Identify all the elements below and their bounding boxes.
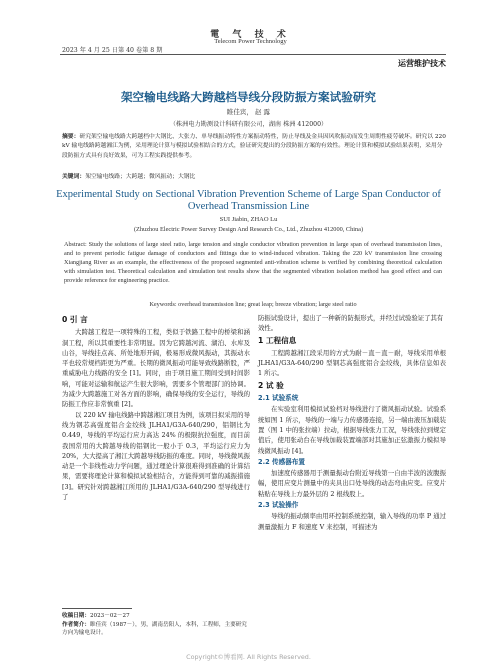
footnote-divider — [62, 608, 132, 609]
article-title-cn: 架空输电线路大跨越档导线分段防振方案试验研究 — [120, 90, 377, 104]
section-tag: 运营维护技术 — [398, 59, 446, 68]
paragraph: 导线的振动频率由用环控制系统控制，输入导线的功率 P 通过测量激振力 F 和速度 V 来控制，可描述为 — [258, 512, 446, 531]
abstract-en: Abstract: Study the solutions of large steel ratio, large tension and single conductor vibration prevention in large span of overhead transmission lines, and to prevent periodic fatigue damage of conductors and fittings due to wind-induced vibration. Taking the 220 kV transmission line crossing Xiangjiang River as an example, the effectiveness of the proposed segmented anti-vibration scheme is verified by combining theoretical calculation with simulation test. Theoretical calculation and simulation test results show that the segmented vibration isolation method has good effect and can provide reference for engineering practice. — [64, 241, 442, 284]
article-title-en: Experimental Study on Sectional Vibration Prevention Scheme of Large Span Conductor of Overhead Transmission Line — [56, 189, 441, 212]
received-line — [62, 612, 250, 621]
left-column — [62, 313, 250, 502]
subsection-heading: 2.2 传感器布置 — [258, 457, 305, 466]
copyright-watermark: Copyright©博看网. All Rights Reserved. — [186, 653, 311, 661]
footnote — [62, 612, 250, 638]
section-heading: 2 试 验 — [258, 380, 284, 390]
keywords-cn — [62, 171, 446, 180]
paragraph: 在实验室利用模拟试验档对导线进行了微风振动试验。试验系统如图 1 所示，导线的一端与力传感器连接，另一端由液压加载装置（图 1 中的张拉端）拉动，根据导线张力工况，导线张拉到规定值后，使用张动台在导线加载装置端部对其施加正弦激振力模拟导线微风振动 [4]。 — [258, 405, 446, 455]
paragraph: 以 220 kV 输电线路中跨越湘江项目为例，该项目拟采用的导线为钢芯高强度铝合金绞线 JLHA1/G3A-640/290，铝钢比为 0.449，导线的平均运行应力高达 24% 的极限抗拉强度，而目前我国常用的大跨越导线的铝钢比一般小于 0.3，平均运行应力为 20%，大大提高了湘江大跨越导线防振的难度。同时，导线微风振动是一个非线性动力学问题，通过理论计算很难得到准确的计算结果，需要将理论计算和模拟试验相结合，方能得到可靠的减振措施 [3]。研究针对跨越湘江所用的 JLHA1/G3A-640/290 型导线进行了 — [62, 410, 250, 502]
page-header — [0, 0, 497, 52]
abstract-label: 摘要： — [62, 134, 80, 140]
section-heading: 0 引 言 — [62, 315, 88, 324]
journal-name-cn: 電 气 技 术 — [210, 30, 291, 40]
received-label: 收稿日期： — [62, 613, 90, 619]
right-column — [258, 313, 446, 532]
paragraph: 加速度传感器用于测量振动台附近导线第一自由半波的波腹振幅，使用应变片测量中的夹具出口处导线的动态弯曲应变。应变片粘贴在导线上方最外层的 2 根线股上。 — [258, 469, 446, 498]
subsection-heading: 2.3 试验操作 — [258, 501, 299, 510]
affiliation-cn: （株洲电力勘测设计科研有限公司，湖南 株洲 412000） — [169, 121, 328, 128]
keywords-en: Keywords: overhead transmission line; great leap; breeze vibration; large steel ratio — [149, 301, 357, 308]
journal-name-en: Telecom Power Technology — [214, 38, 287, 45]
paragraph-continued: 防振试验设计，提出了一种新的防振形式，并经过试验验证了其有效性。 — [258, 314, 444, 333]
affiliation-en: (Zhuzhou Electric Power Survey Design And Research Co., Ltd., Zhuzhou 412000, China) — [133, 226, 364, 233]
issue-date: 2023 年 4 月 25 日第 40 卷第 8 期 — [62, 47, 163, 54]
section-heading: 1 工程信息 — [258, 335, 297, 345]
abstract-text-cn: 研究架空输电线路大跨越档中大钢比、大张力、单导线振动特性方案振动特性，防止导线及金具因风吹振动而发生周期性疲劳破坏。研究以 220 kV 输电线路跨越湘江为例，采用理论计算与模拟试验相结合的方式，验证研究提出的分段防振方案的有效性。理论计算和模拟试验结果表明，采用分段防振方式具有良好效果，可为工程实践提供参考。 — [62, 134, 446, 159]
keywords-text-cn: 架空输电线路；大跨越；微风振动；大钢比 — [85, 174, 196, 180]
author-bio-label: 作者简介： — [62, 621, 90, 628]
subsection-heading: 2.1 试验系统 — [258, 394, 299, 403]
authors-cn: 睢佳宾， 赵 露 — [226, 108, 271, 116]
authors-en: SUI Jiabin, ZHAO Lu — [219, 216, 278, 223]
header-divider — [60, 54, 446, 55]
author-bio-text: 睢佳宾（1987－），男，湖南岳阳人，本科，工程师，主要研究方向为输电设计。 — [62, 621, 247, 637]
received-date: 2023－02－27 — [89, 613, 130, 619]
paragraph: 工程跨越湘江段采用的方式为耐－直－直－耐，导线采用单根 JLHA1/G3A-640/290 型钢芯高强度铝合金绞线，具体信息如表 1 所示。 — [258, 348, 446, 378]
keywords-label: 关键词： — [62, 174, 86, 180]
paragraph: 大跨越工程是一项特殊的工程，类似于铁路工程中的桥梁和涵洞工程，所以其重要性非常明显。因为它跨越河流、湖泊、水库及山谷，导线挂点高、所处地形开阔，极易形成微风振动，其振动水平也较常规档距更为严重。长期的微风振动可能导致线路断股，严重威胁电力线路的安全 [1]。同时，由于项目施工期间受到时间影响，可能对运输和航运产生很大影响，需要多个管理部门的协调。为减少大跨越施工对各方面的影响，确保导线的安全运行，导线的防振工作应非常慎重 [2]。 — [62, 328, 250, 409]
abstract-cn — [62, 133, 446, 161]
author-bio-line — [62, 621, 250, 638]
